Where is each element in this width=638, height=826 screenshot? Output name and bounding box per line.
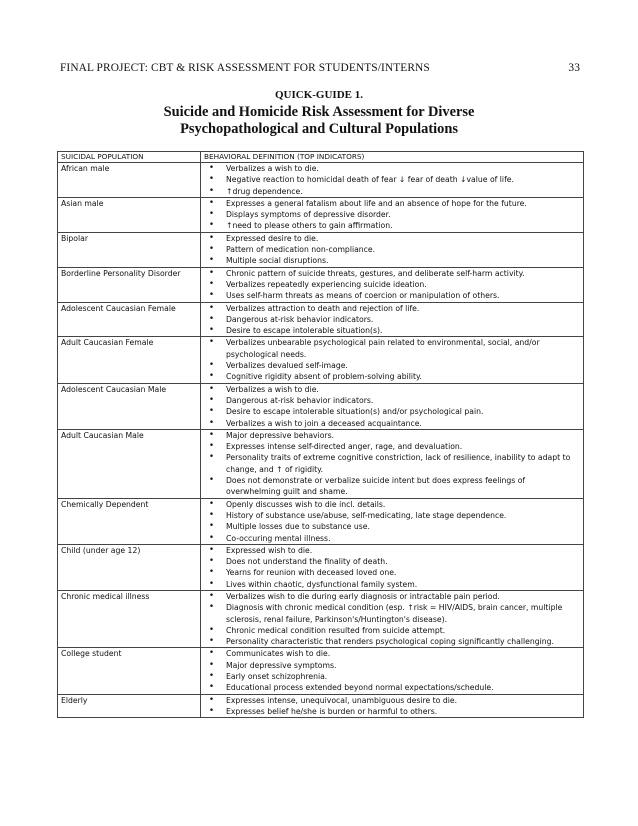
population-cell: Adolescent Caucasian Male [58, 383, 201, 429]
indicators-cell [201, 163, 584, 198]
indicator-item: • ↑need to please others to gain affirmation. [206, 220, 579, 231]
indicator-list [206, 198, 579, 232]
indicator-item: • Multiple losses due to substance use. [206, 521, 579, 532]
population-cell: Adolescent Caucasian Female [58, 302, 201, 337]
table-header-row [58, 152, 584, 163]
population-cell: Adult Caucasian Female [58, 337, 201, 383]
population-cell: College student [58, 648, 201, 694]
population-cell: Chemically Dependent [58, 498, 201, 544]
table-row [58, 197, 584, 232]
indicator-item: • Expresses intense, unequivocal, unambiguous desire to die. [206, 695, 579, 706]
indicator-item: • Desire to escape intolerable situation(s). [206, 325, 579, 336]
title-line-2: Psychopathological and Cultural Populations [180, 121, 458, 137]
indicator-item: • Desire to escape intolerable situation(s) and/or psychological pain. [206, 406, 579, 417]
indicator-item: • Co-occuring mental illness. [206, 533, 579, 544]
indicator-item: • Expresses belief he/she is burden or harmful to others. [206, 706, 579, 717]
table-row [58, 694, 584, 718]
indicators-cell [201, 383, 584, 429]
indicator-item: • Expresses a general fatalism about life and an absence of hope for the future. [206, 198, 579, 209]
indicators-cell [201, 544, 584, 590]
running-title: FINAL PROJECT: CBT & RISK ASSESSMENT FOR STUDENTS/INTERNS [60, 62, 430, 74]
indicators-cell [201, 498, 584, 544]
title-line-1: Suicide and Homicide Risk Assessment for Diverse [163, 104, 475, 120]
indicator-item: • Uses self-harm threats as means of coercion or manipulation of others. [206, 290, 579, 301]
guide-label: QUICK-GUIDE 1. [274, 89, 363, 101]
population-cell: Asian male [58, 197, 201, 232]
indicator-item: • Verbalizes a wish to die. [206, 163, 579, 174]
indicators-cell [201, 648, 584, 694]
table-row [58, 302, 584, 337]
indicators-cell [201, 694, 584, 718]
indicator-item: • Educational process extended beyond normal expectations/schedule. [206, 682, 579, 693]
indicator-list [206, 163, 579, 197]
table-row [58, 383, 584, 429]
indicator-item: • Does not demonstrate or verbalize suicide intent but does express feelings of overwhelming guilt and shame. [206, 475, 579, 498]
indicator-item: • Verbalizes devalued self-image. [206, 360, 579, 371]
indicators-cell [201, 590, 584, 647]
population-cell: Borderline Personality Disorder [58, 267, 201, 302]
indicator-item: • Personality traits of extreme cognitive constriction, lack of resilience, inability to adapt to change, and ↑ of rigidity. [206, 452, 579, 475]
indicator-item: • Communicates wish to die. [206, 648, 579, 659]
indicator-item: • Early onset schizophrenia. [206, 671, 579, 682]
page-number: 33 [568, 62, 580, 74]
population-cell: Chronic medical illness [58, 590, 201, 647]
indicator-item: • Expressed wish to die. [206, 545, 579, 556]
table-row [58, 544, 584, 590]
indicator-list [206, 499, 579, 544]
column-header-definition: BEHAVIORAL DEFINITION (TOP INDICATORS) [201, 152, 584, 163]
indicator-list [206, 648, 579, 693]
indicator-item: • Verbalizes unbearable psychological pain related to environmental, social, and/or psychological needs. [206, 337, 579, 360]
population-cell: Elderly [58, 694, 201, 718]
column-header-population: SUICIDAL POPULATION [58, 152, 201, 163]
table-row [58, 429, 584, 498]
population-cell: Bipolar [58, 232, 201, 267]
indicator-list [206, 384, 579, 429]
indicator-item: • Diagnosis with chronic medical condition (esp. ↑risk = HIV/AIDS, brain cancer, multiple sclerosis, renal failure, Parkinson's/Huntington's disease). [206, 602, 579, 625]
risk-assessment-table [57, 151, 584, 718]
indicator-item: • Verbalizes a wish to die. [206, 384, 579, 395]
table-row [58, 590, 584, 647]
indicator-item: • Openly discusses wish to die incl. details. [206, 499, 579, 510]
indicator-item: • Pattern of medication non-compliance. [206, 244, 579, 255]
running-header [60, 62, 580, 74]
indicator-item: • Yearns for reunion with deceased loved one. [206, 567, 579, 578]
indicator-item: • Chronic medical condition resulted from suicide attempt. [206, 625, 579, 636]
indicator-item: • ↑drug dependence. [206, 186, 579, 197]
indicators-cell [201, 429, 584, 498]
indicator-item: • Personality characteristic that renders psychological coping significantly challenging. [206, 636, 579, 647]
indicator-list [206, 268, 579, 302]
table-row [58, 498, 584, 544]
indicator-list [206, 430, 579, 498]
indicator-list [206, 591, 579, 647]
indicator-item: • Cognitive rigidity absent of problem-solving ability. [206, 371, 579, 382]
population-cell: Adult Caucasian Male [58, 429, 201, 498]
indicator-list [206, 337, 579, 382]
table-row [58, 648, 584, 694]
indicator-item: • Dangerous at-risk behavior indicators. [206, 314, 579, 325]
indicator-item: • Verbalizes wish to die during early diagnosis or intractable pain period. [206, 591, 579, 602]
table-row [58, 163, 584, 198]
table-row [58, 232, 584, 267]
indicator-item: • Major depressive behaviors. [206, 430, 579, 441]
indicators-cell [201, 232, 584, 267]
indicators-cell [201, 302, 584, 337]
indicators-cell [201, 267, 584, 302]
indicator-item: • Expresses intense self-directed anger, rage, and devaluation. [206, 441, 579, 452]
indicator-item: • Expressed desire to die. [206, 233, 579, 244]
indicators-cell [201, 197, 584, 232]
indicator-list [206, 233, 579, 267]
indicator-item: • Negative reaction to homicidal death of fear ↓ fear of death ↓value of life. [206, 174, 579, 185]
indicator-item: • Verbalizes attraction to death and rejection of life. [206, 303, 579, 314]
indicator-item: • Dangerous at-risk behavior indicators. [206, 395, 579, 406]
indicator-item: • Chronic pattern of suicide threats, gestures, and deliberate self-harm activity. [206, 268, 579, 279]
table-row [58, 337, 584, 383]
population-cell: Child (under age 12) [58, 544, 201, 590]
indicator-item: • Major depressive symptoms. [206, 660, 579, 671]
indicators-cell [201, 337, 584, 383]
indicator-list [206, 695, 579, 718]
indicator-item: • Displays symptoms of depressive disorder. [206, 209, 579, 220]
indicator-item: • Verbalizes repeatedly experiencing suicide ideation. [206, 279, 579, 290]
indicator-list [206, 303, 579, 337]
indicator-item: • Verbalizes a wish to join a deceased acquaintance. [206, 418, 579, 429]
indicator-list [206, 545, 579, 590]
indicator-item: • Multiple social disruptions. [206, 255, 579, 266]
population-cell: African male [58, 163, 201, 198]
indicator-item: • History of substance use/abuse, self-medicating, late stage dependence. [206, 510, 579, 521]
document-title [0, 104, 638, 138]
indicator-item: • Does not understand the finality of death. [206, 556, 579, 567]
table-row [58, 267, 584, 302]
indicator-item: • Lives within chaotic, dysfunctional family system. [206, 579, 579, 590]
